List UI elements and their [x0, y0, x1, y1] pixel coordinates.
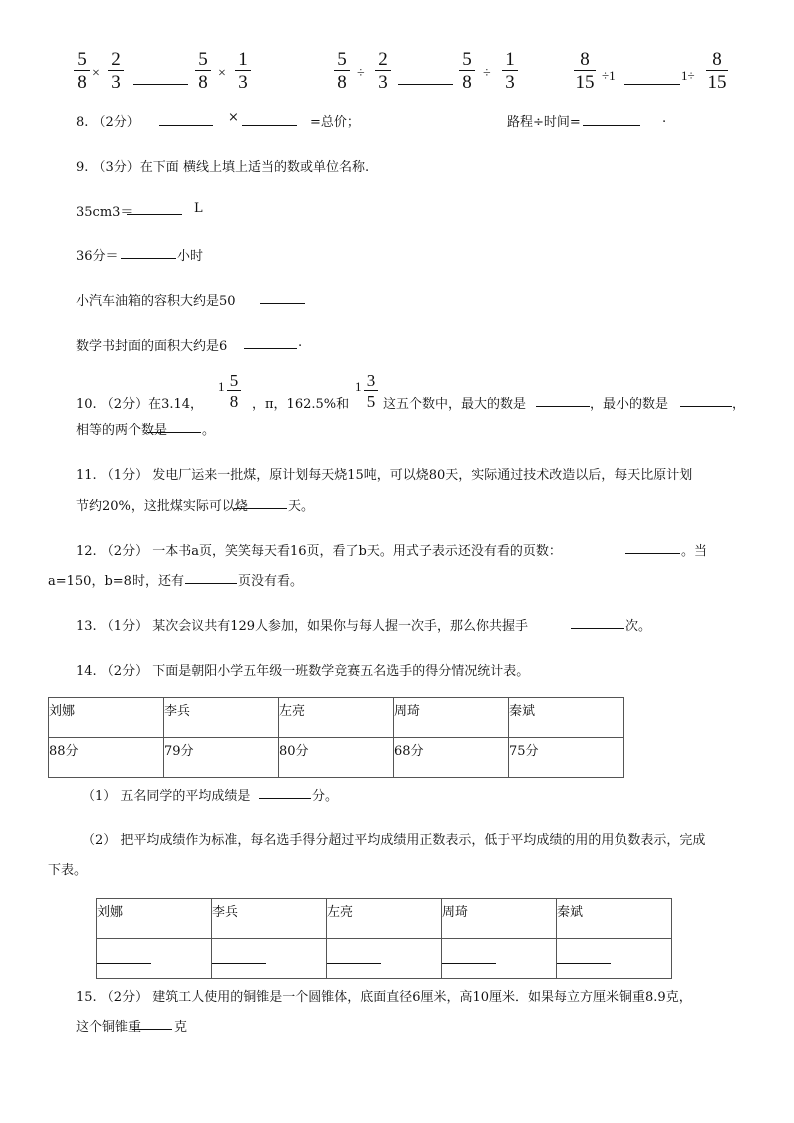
question-text: 相等的两个数是	[76, 423, 168, 438]
numerator: 5	[198, 49, 208, 70]
denominator: 8	[462, 72, 472, 93]
unit-label: 小时	[177, 249, 204, 264]
numerator: 5	[462, 49, 472, 70]
operator: ×	[92, 66, 100, 81]
question-text: 36分＝	[76, 249, 119, 264]
table-cell: 80分	[279, 738, 394, 778]
numerator: 5	[229, 371, 239, 390]
numerator: 8	[712, 49, 722, 70]
answer-blank[interactable]	[159, 125, 213, 126]
denominator: 3	[111, 72, 121, 93]
fraction	[502, 50, 518, 92]
answer-blank[interactable]	[624, 84, 680, 85]
question-number: 8. （2分）	[76, 115, 140, 130]
denominator: 3	[505, 72, 515, 93]
fraction	[195, 50, 211, 92]
table-cell: 75分	[509, 738, 624, 778]
numerator: 1	[505, 49, 515, 70]
table-cell: 左亮	[279, 698, 394, 738]
question-text: 35cm3＝	[76, 205, 134, 220]
question-text: 这个铜锥重	[76, 1020, 142, 1035]
denominator: 8	[198, 72, 208, 93]
denominator: 8	[77, 72, 87, 93]
question-text: 11. （1分） 发电厂运来一批煤，原计划每天烧15吨，可以烧80天，实际通过技术改造以后，每天比原计划	[76, 468, 693, 483]
answer-cell[interactable]	[557, 939, 672, 979]
question-stem: 14. （2分） 下面是朝阳小学五年级一班数学竞赛五名选手的得分情况统计表。	[76, 664, 530, 679]
times-sign: ×	[228, 110, 239, 125]
answer-blank[interactable]	[185, 583, 237, 584]
fraction	[74, 50, 90, 92]
question-text: 下表。	[48, 863, 88, 878]
question-stem: 9. （3分）在下面 横线上填上适当的数或单位名称.	[76, 160, 370, 175]
numerator: 2	[111, 49, 121, 70]
period: .	[298, 335, 303, 350]
question-text: ，最小的数是	[590, 397, 669, 412]
fraction	[364, 372, 378, 410]
operator: ÷	[357, 66, 365, 81]
question-text: 13. （1分） 某次会议共有129人参加，如果你与每人握一次手，那么你共握手	[76, 619, 529, 634]
numerator: 8	[580, 49, 590, 70]
answer-blank[interactable]	[97, 949, 151, 964]
question-text: =总价；	[310, 115, 360, 130]
question-text: （2） 把平均成绩作为标准，每名选手得分超过平均成绩用正数表示，低于平均成绩的用的用负数表示，完成	[82, 833, 706, 848]
question-text: 路程÷时间=	[507, 115, 581, 130]
numerator: 3	[366, 371, 376, 390]
denominator: 3	[238, 72, 248, 93]
question-text: a=150，b=8时，还有	[48, 574, 184, 589]
denominator: 15	[707, 72, 727, 93]
question-text: 节约20%，这批煤实际可以烧	[76, 499, 248, 514]
question-text: 12. （2分） 一本书a页，笑笑每天看16页，看了b天。用式子表示还没有看的页数：	[76, 544, 562, 559]
denominator: 8	[229, 392, 239, 411]
question-text: 10. （2分）在3.14，	[76, 397, 204, 412]
table-cell: 秦斌	[557, 899, 672, 939]
period: .	[662, 111, 667, 126]
answer-blank[interactable]	[121, 258, 176, 259]
unit-label: L	[194, 201, 203, 216]
question-text: 克	[174, 1020, 188, 1035]
numerator: 2	[378, 49, 388, 70]
table-row	[97, 939, 672, 979]
operator: ÷	[483, 66, 491, 81]
table-cell: 79分	[164, 738, 279, 778]
answer-cell[interactable]	[442, 939, 557, 979]
answer-blank[interactable]	[536, 406, 590, 407]
question-text: 。	[202, 423, 216, 438]
answer-blank[interactable]	[127, 214, 182, 215]
fraction	[375, 50, 391, 92]
answer-blank[interactable]	[234, 508, 287, 509]
answer-blank[interactable]	[133, 84, 188, 85]
table-cell: 李兵	[164, 698, 279, 738]
whole-part: 1	[355, 379, 362, 394]
numerator: 5	[337, 49, 347, 70]
table-cell: 李兵	[212, 899, 327, 939]
mixed-number	[218, 372, 246, 412]
whole-part: 1	[218, 379, 225, 394]
answer-blank[interactable]	[583, 125, 640, 126]
answer-blank[interactable]	[398, 84, 453, 85]
answer-blank[interactable]	[442, 949, 496, 964]
table-cell: 周琦	[442, 899, 557, 939]
answer-cell[interactable]	[212, 939, 327, 979]
denominator: 5	[366, 392, 376, 411]
question-text: 页没有看。	[238, 574, 304, 589]
score-table	[48, 697, 624, 778]
table-row	[49, 738, 624, 778]
table-cell: 左亮	[327, 899, 442, 939]
fraction	[334, 50, 350, 92]
table-row	[49, 698, 624, 738]
table-cell: 88分	[49, 738, 164, 778]
question-text: 次。	[625, 619, 652, 634]
operator: ×	[218, 66, 226, 81]
table-cell: 刘娜	[97, 899, 212, 939]
answer-cell[interactable]	[327, 939, 442, 979]
answer-blank[interactable]	[625, 553, 680, 554]
question-text: 这五个数中，最大的数是	[383, 397, 527, 412]
answer-cell[interactable]	[97, 939, 212, 979]
fraction	[574, 50, 596, 92]
answer-blank[interactable]	[132, 1029, 172, 1030]
denominator: 3	[378, 72, 388, 93]
numerator: 1	[238, 49, 248, 70]
operator: ÷1	[602, 68, 616, 83]
question-text: 分。	[312, 789, 339, 804]
answer-blank[interactable]	[557, 949, 611, 964]
fraction	[706, 50, 728, 92]
table-cell: 刘娜	[49, 698, 164, 738]
answer-blank[interactable]	[259, 798, 311, 799]
answer-blank[interactable]	[147, 432, 201, 433]
question-text: 小汽车油箱的容积大约是50	[76, 294, 236, 309]
operator: 1÷	[681, 68, 695, 83]
question-text: ，	[732, 397, 746, 412]
answer-blank[interactable]	[244, 348, 297, 349]
table-row	[97, 899, 672, 939]
question-text: 。当	[681, 544, 708, 559]
question-text: 数学书封面的面积大约是6	[76, 339, 228, 354]
question-text: （1） 五名同学的平均成绩是	[82, 789, 251, 804]
answer-blank[interactable]	[242, 125, 297, 126]
table-cell: 68分	[394, 738, 509, 778]
fraction	[108, 50, 124, 92]
fraction	[227, 372, 241, 410]
denominator: 8	[337, 72, 347, 93]
fraction	[235, 50, 251, 92]
table-cell: 周琦	[394, 698, 509, 738]
table-cell: 秦斌	[509, 698, 624, 738]
numerator: 5	[77, 49, 87, 70]
question-text: ，π，162.5%和	[252, 397, 350, 412]
answer-blank[interactable]	[680, 406, 732, 407]
answer-blank[interactable]	[327, 949, 381, 964]
answer-blank[interactable]	[260, 303, 305, 304]
answer-blank[interactable]	[212, 949, 266, 964]
question-text: 15. （2分） 建筑工人使用的铜锥是一个圆锥体，底面直径6厘米，高10厘米．如果每立方厘米铜重8.9克，	[76, 990, 692, 1005]
question-text: 天。	[288, 499, 315, 514]
deviation-table	[96, 898, 672, 979]
fraction	[459, 50, 475, 92]
denominator: 15	[575, 72, 595, 93]
mixed-number	[355, 372, 383, 412]
answer-blank[interactable]	[571, 628, 624, 629]
